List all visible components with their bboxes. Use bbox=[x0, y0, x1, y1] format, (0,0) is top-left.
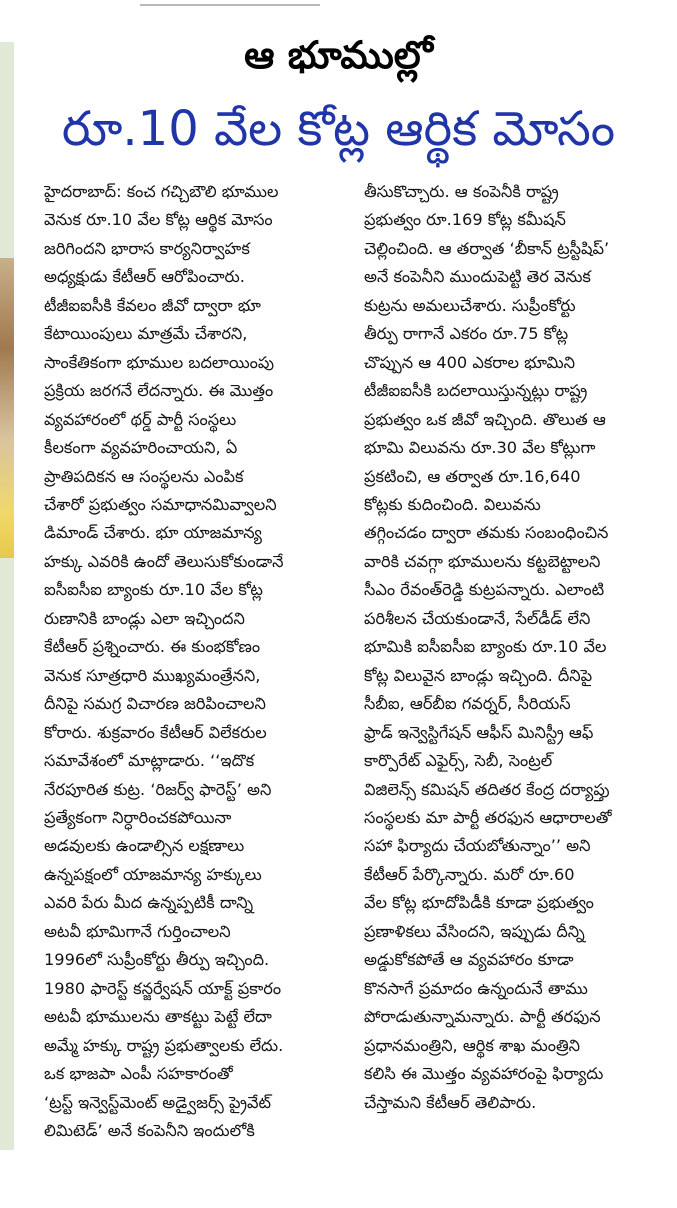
article-line: తగ్గించడం ద్వారా తమకు సంబంధించిన bbox=[364, 523, 609, 543]
article-line: టీజీఐఐసీకి కేవలం జీవో ద్వారా భూ bbox=[44, 295, 261, 315]
article-line: ప్రత్యేకంగా నిర్ధారించకపోయినా bbox=[44, 807, 232, 827]
top-divider bbox=[140, 0, 320, 6]
article-line: తీసుకొచ్చారు. ఆ కంపెనీకి రాష్ట్ర bbox=[364, 182, 559, 201]
article-line: పోరాడుతున్నామన్నారు. పార్టీ తరఫున bbox=[364, 1007, 601, 1027]
article-line: సంస్థలకు మా పార్టీ తరఫున ఆధారాలతో bbox=[364, 807, 612, 827]
article-line: వెనుక సూత్రధారి ముఖ్యమంత్రేనని, bbox=[44, 665, 261, 685]
article-line: ఐసీఐసీఐ బ్యాంకు రూ.10 వేల కోట్ల bbox=[44, 580, 263, 600]
adjacent-photo-edge bbox=[0, 258, 14, 558]
article-line: కార్పొరేట్ ఎఫైర్స్, సెబీ, సెంట్రల్ bbox=[364, 751, 553, 771]
article-line: కోరారు. శుక్రవారం కేటీఆర్ విలేకరుల bbox=[44, 722, 267, 742]
article-line: భూమి విలువను రూ.30 వేల కోట్లుగా bbox=[364, 438, 596, 458]
article-line: వేల కోట్ల భూదోపిడీకి కూడా ప్రభుత్వం bbox=[364, 893, 594, 913]
article-line: కీలకంగా వ్యవహరించాయని, ఏ bbox=[44, 438, 238, 458]
article-line: సహా ఫిర్యాదు చేయబోతున్నాం’’ అని bbox=[364, 836, 591, 856]
article-line: ఒక భాజపా ఎంపీ సహకారంతో bbox=[44, 1064, 233, 1084]
next-article-headline-cut bbox=[120, 1178, 560, 1208]
article-line: ఎవరి పేరు మీద ఉన్నప్పటికీ దాన్ని bbox=[44, 893, 254, 913]
article-line: రుణానికి బాండ్లు ఎలా ఇచ్చిందని bbox=[44, 608, 245, 628]
article-column-right bbox=[364, 178, 664, 1117]
article-line: హైదరాబాద్: కంచ గచ్చిబౌలి భూముల bbox=[44, 182, 279, 201]
article-line: సీఎం రేవంత్‌రెడ్డి కుట్రపన్నారు. ఎలాంటి bbox=[364, 580, 605, 600]
article-line: ప్రణాళికలు వేసిందని, ఇప్పుడు దీన్ని bbox=[364, 921, 585, 941]
article-line: నేరపూరిత కుట్ర. ‘రిజర్వ్ ఫారెస్ట్’ అని bbox=[44, 779, 272, 799]
article-line: ‘ట్రస్ట్ ఇన్వెస్ట్‌మెంట్ అడ్వైజర్స్ ప్రైవేట్ bbox=[44, 1092, 272, 1112]
article-line: భూమికి ఐసీఐసీఐ బ్యాంకు రూ.10 వేల bbox=[364, 637, 607, 657]
article-line: కొనసాగే ప్రమాదం ఉన్నందునే తాము bbox=[364, 978, 588, 998]
article-line: కలిసి ఈ మొత్తం వ్యవహారంపై ఫిర్యాదు bbox=[364, 1064, 604, 1084]
article-line: ప్రకటించి, ఆ తర్వాత రూ.16,640 bbox=[364, 466, 581, 486]
article-line: టీజీఐఐసీకి బదలాయిస్తున్నట్లు రాష్ట్ర bbox=[364, 381, 588, 401]
left-margin-strip bbox=[0, 42, 14, 1150]
article-line: వారికి చవగ్గా భూములను కట్టబెట్టాలని bbox=[364, 551, 601, 571]
article-line: వ్యవహారంలో థర్డ్ పార్టీ సంస్థలు bbox=[44, 409, 237, 429]
article-line: ప్రభుత్వం ఒక జీవో ఇచ్చింది. తొలుత ఆ bbox=[364, 409, 606, 429]
article-line: చెల్లించింది. ఆ తర్వాత ‘బీకాన్ ట్రస్టీషిప్’ bbox=[364, 238, 610, 258]
article-line: అడ్డుకోకపోతే ఆ వ్యవహారం కూడా bbox=[364, 950, 574, 970]
article-line: అటవీ భూమిగానే గుర్తించాలని bbox=[44, 921, 231, 941]
article-line: హక్కు ఎవరికి ఉందో తెలుసుకోకుండానే bbox=[44, 551, 284, 571]
article-column-left bbox=[44, 178, 344, 1145]
article-line: దీనిపై సమగ్ర విచారణ జరిపించాలని bbox=[44, 694, 266, 714]
article-line: ప్రక్రియ జరగనే లేదన్నారు. ఈ మొత్తం bbox=[44, 381, 274, 401]
article-line: కుట్రను అమలుచేశారు. సుప్రీంకోర్టు bbox=[364, 295, 576, 315]
article-line: 1996లో సుప్రీంకోర్టు తీర్పు ఇచ్చింది. bbox=[44, 950, 270, 970]
article-line: చేస్తామని కేటీఆర్ తెలిపారు. bbox=[364, 1092, 537, 1112]
article-line: ప్రాతిపదికన ఆ సంస్థలను ఎంపిక bbox=[44, 466, 244, 486]
article-line: కోట్ల విలువైన బాండ్లు ఇచ్చింది. దీనిపై bbox=[364, 665, 593, 685]
article-line: అటవీ భూములను తాకట్టు పెట్టే లేదా bbox=[44, 1007, 272, 1027]
article-line: కేటీఆర్ ప్రశ్నించారు. ఈ కుంభకోణం bbox=[44, 637, 261, 657]
article-line: లిమిటెడ్’ అనే కంపెనీని ఇందులోకి bbox=[44, 1120, 255, 1140]
article-line: ఉన్నపక్షంలో యాజమాన్య హక్కులు bbox=[44, 864, 262, 884]
article-line: ప్రభుత్వం రూ.169 కోట్ల కమీషన్ bbox=[364, 210, 566, 230]
article-line: విజిలెన్స్ కమిషన్ తదితర కేంద్ర దర్యాప్తు bbox=[364, 779, 610, 799]
article-line: కేటీఆర్ పేర్కొన్నారు. మరో రూ.60 bbox=[364, 864, 575, 884]
article-line: డిమాండ్ చేశారు. భూ యాజమాన్య bbox=[44, 523, 262, 543]
article-line: 1980 ఫారెస్ట్ కన్జర్వేషన్ యాక్ట్ ప్రకారం bbox=[44, 978, 282, 998]
article-line: కేటాయింపులు మాత్రమే చేశారని, bbox=[44, 324, 248, 344]
article-line: తీర్పు రాగానే ఎకరం రూ.75 కోట్ల bbox=[364, 324, 569, 344]
article-line: అమ్మే హక్కు రాష్ట్ర ప్రభుత్వాలకు లేదు. bbox=[44, 1035, 284, 1055]
article-line: వెనుక రూ.10 వేల కోట్ల ఆర్థిక మోసం bbox=[44, 210, 273, 230]
article-line: చేశారో ప్రభుత్వం సమాధానమివ్వాలని bbox=[44, 494, 277, 514]
article-line: జరిగిందని భారాస కార్యనిర్వాహక bbox=[44, 238, 250, 258]
article-line: అడవులకు ఉండాల్సిన లక్షణాలు bbox=[44, 836, 245, 856]
article-line: కోట్లకు కుదించింది. విలువను bbox=[364, 494, 541, 514]
article-headline: రూ.10 వేల కోట్ల ఆర్థిక మోసం bbox=[61, 101, 616, 157]
article-line: సమావేశంలో మాట్లాడారు. ‘‘ఇదొక bbox=[44, 751, 255, 771]
article-line: ప్రధానమంత్రిని, ఆర్థిక శాఖ మంత్రిని bbox=[364, 1035, 580, 1055]
article-kicker: ఆ భూముల్లో bbox=[244, 33, 433, 77]
article-line: సీబీఐ, ఆర్‌బీఐ గవర్నర్, సీరియస్ bbox=[364, 694, 571, 714]
article-line: సాంకేతికంగా భూముల బదలాయింపు bbox=[44, 352, 275, 372]
article-line: అనే కంపెనీని ముందుపెట్టి తెర వెనుక bbox=[364, 267, 591, 287]
article-line: ఫ్రాడ్ ఇన్వెస్టిగేషన్ ఆఫీస్ మినిస్ట్రీ ఆఫ్ bbox=[364, 722, 594, 742]
article-line: అధ్యక్షుడు కేటీఆర్ ఆరోపించారు. bbox=[44, 267, 245, 287]
article-line: చొప్పున ఆ 400 ఎకరాల భూమిని bbox=[364, 352, 576, 372]
article-line: పరిశీలన చేయకుండానే, సేల్‌డీడ్ లేని bbox=[364, 608, 591, 628]
